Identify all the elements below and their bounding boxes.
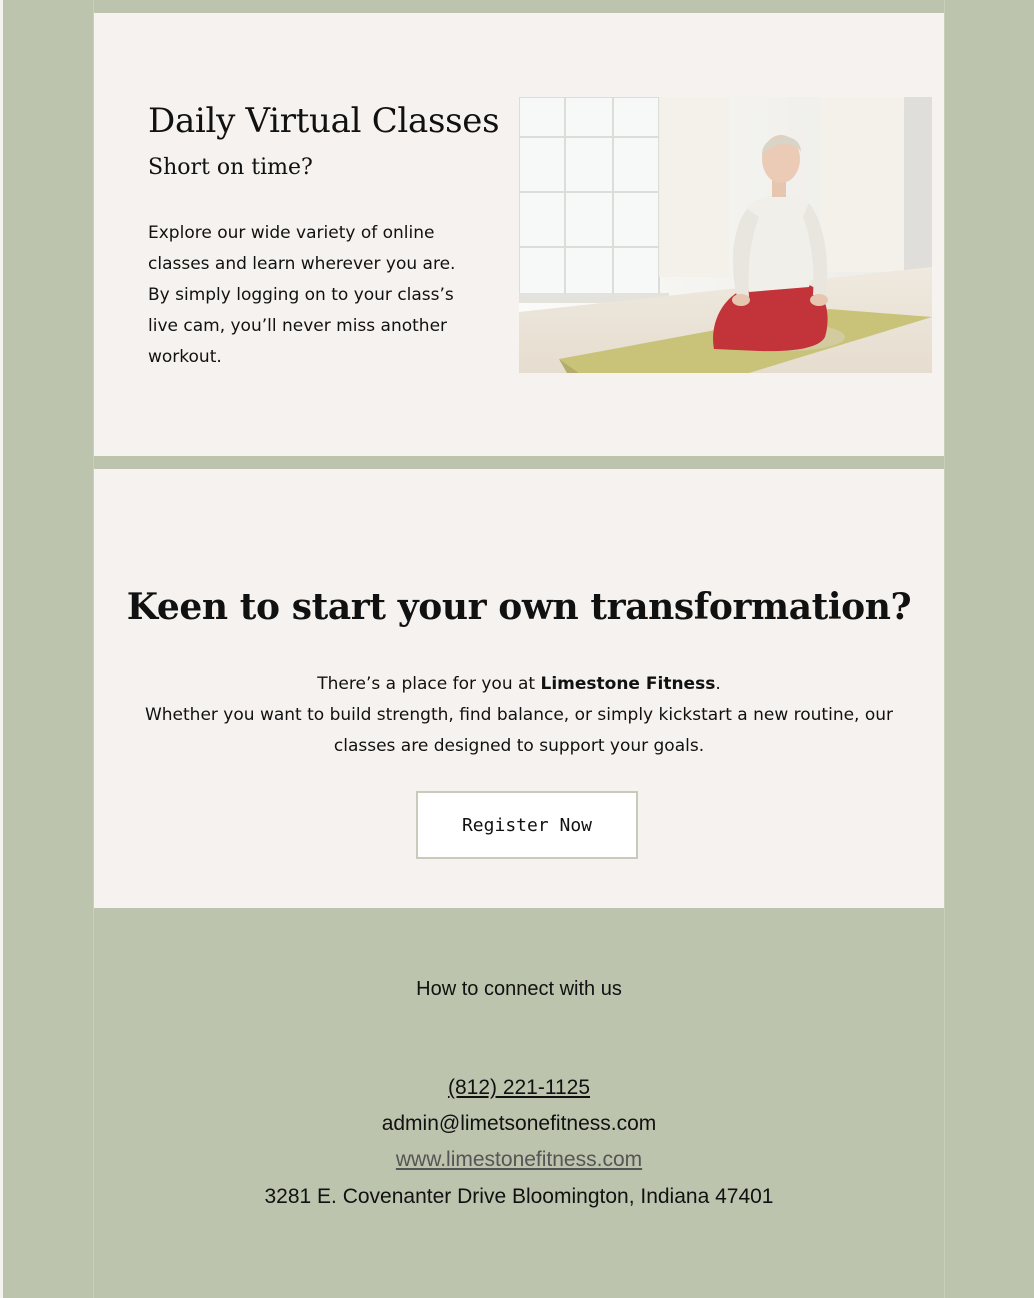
yoga-illustration (519, 97, 932, 373)
transformation-description (124, 669, 914, 762)
street-address: 3281 E. Covenanter Drive Bloomington, Indiana 47401 (264, 1185, 774, 1208)
virtual-classes-card (94, 13, 944, 456)
intro-text: There’s a place for you at (317, 674, 541, 694)
yoga-photo (519, 97, 932, 373)
transformation-card (94, 469, 944, 908)
email-address: admin@limetsonefitness.com (381, 1112, 657, 1135)
contact-heading: How to connect with us (416, 978, 622, 1000)
website-link[interactable]: www.limestonefitness.com (395, 1148, 643, 1171)
contact-footer (94, 908, 944, 1298)
goals-text: Whether you want to build strength, find balance, or simply kickstart a new routine, our classes are designed to support your goals. (144, 705, 894, 756)
column-divider-right (944, 0, 945, 1298)
intro-period: . (715, 674, 721, 694)
phone-link[interactable]: (812) 221-1125 (447, 1076, 591, 1099)
page-edge (0, 0, 3, 1298)
virtual-classes-description: Explore our wide variety of online classes and learn wherever you are. By simply logging on to your class’s live cam, you’ll never miss another workout. (148, 223, 456, 367)
register-now-button[interactable]: Register Now (416, 791, 638, 859)
brand-name: Limestone Fitness (540, 674, 716, 694)
transformation-title: Keen to start your own transformation? (126, 586, 912, 628)
virtual-classes-title: Daily Virtual Classes (148, 101, 500, 141)
virtual-classes-subtitle: Short on time? (148, 155, 313, 180)
